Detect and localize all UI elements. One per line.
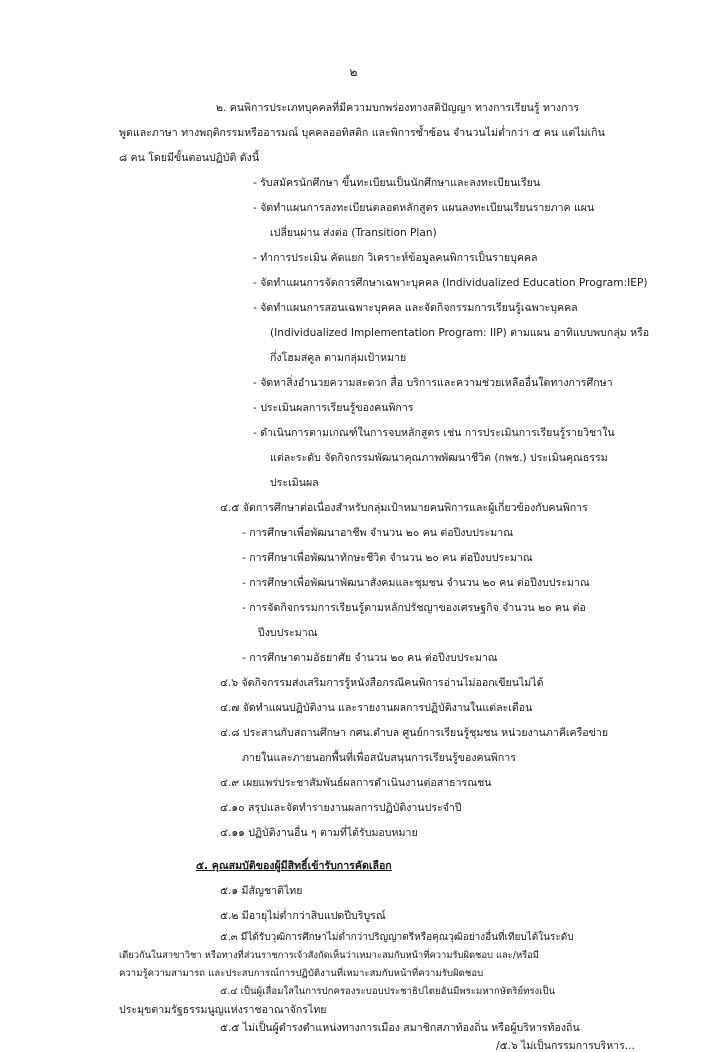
list-item: - ทำการประเมิน คัดแยก วิเคราะห์ข้อมูลคนพิการเป็นรายบุคคล [253,252,538,264]
section-5-3-continuation: ความรู้ความสามารถ และประสบการณ์การปฏิบัติงานที่เหมาะสมกับหน้าที่ความรับผิดชอบ [119,968,484,979]
list-item-continuation: ปีงบประมาณ [258,627,318,639]
list-item: - การศึกษาตามอัธยาศัย จำนวน ๒๐ คน ต่อปีงบประมาณ [242,652,498,664]
list-item: - จัดทำแผนการสอนเฉพาะบุคคล และจัดกิจกรรมการเรียนรู้เฉพาะบุคคล [253,302,578,314]
section-5-heading: ๕. คุณสมบัติของผู้มีสิทธิ์เข้ารับการคัดเลือก [196,860,392,872]
section-2-intro-line-1: ๒. คนพิการประเภทบุคคลที่มีความบกพร่องทางสติปัญญา ทางการเรียนรู้ ทางการ [216,102,580,114]
section-4-5-heading: ๔.๕ จัดการศึกษาต่อเนื่องสำหรับกลุ่มเป้าหมายคนพิการและผู้เกี่ยวข้องกับคนพิการ [220,502,588,514]
section-4-9: ๔.๙ เผยแพร่ประชาสัมพันธ์ผลการดำเนินงานต่อสาธารณชน [220,777,492,789]
list-item: - การศึกษาเพื่อพัฒนาทักษะชีวิต จำนวน ๒๐ คน ต่อปีงบประมาณ [242,552,533,564]
list-item: - การจัดกิจกรรมการเรียนรู้ตามหลักปรัชญาของเศรษฐกิจ จำนวน ๒๐ คน ต่อ [242,602,586,614]
list-item-continuation: (Individualized Implementation Program: IIP) ตามแผน อาทิแบบพบกลุ่ม หรือ [270,327,650,339]
section-5-1: ๕.๑ มีสัญชาติไทย [220,885,303,897]
section-5-4: ๕.๔ เป็นผู้เลื่อมใสในการปกครองระบอบประชาธิปไตยอันมีพระมหากษัตริย์ทรงเป็น [220,986,556,997]
section-2-intro-line-3: ๘ คน โดยมีขั้นตอนปฏิบัติ ดังนี้ [119,152,260,164]
section-5-3: ๕.๓ มีได้รับวุฒิการศึกษาไม่ต่ำกว่าปริญญาตรีหรือคุณวุฒิอย่างอื่นที่เทียบได้ในระดับ [220,932,574,943]
list-item: - จัดหาสิ่งอำนวยความสะดวก สื่อ บริการและความช่วยเหลืออื่นใดทางการศึกษา [253,377,613,389]
list-item-continuation: ประเมินผล [270,477,319,489]
section-5-2: ๕.๒ มีอายุไม่ต่ำกว่าสิบแปดปีบริบูรณ์ [220,910,386,922]
list-item: - การศึกษาเพื่อพัฒนาอาชีพ จำนวน ๒๐ คน ต่อปีงบประมาณ [242,527,514,539]
list-item-continuation: แต่ละระดับ จัดกิจกรรมพัฒนาคุณภาพพัฒนาชีวิต (กพช.) ประเมินคุณธรรม [270,452,608,464]
list-item: - รับสมัครนักศึกษา ขึ้นทะเบียนเป็นนักศึกษาและลงทะเบียนเรียน [253,177,541,189]
section-5-4-continuation: ประมุขตามรัฐธรรมนูญแห่งราชอาณาจักรไทย [119,1004,327,1016]
section-5-5: ๕.๕ ไม่เป็นผู้ดำรงตำแหน่งทางการเมือง สมาชิกสภาท้องถิ่น หรือผู้บริหารท้องถิ่น [220,1022,580,1034]
list-item: - การศึกษาเพื่อพัฒนาพัฒนาสังคมและชุมชน จำนวน ๒๐ คน ต่อปีงบประมาณ [242,577,590,589]
section-4-10: ๔.๑๐ สรุปและจัดทำรายงานผลการปฏิบัติงานประจำปี [220,802,462,814]
list-item: - จัดทำแผนการลงทะเบียนตลอดหลักสูตร แผนลงทะเบียนเรียนรายภาค แผน [253,202,595,214]
section-5-3-continuation: เดียวกันในสาขาวิชา หรือทางที่ส่วนราชการเจ้าสังกัดเห็นว่าเหมาะสมกับหน้าที่ความรับผิดชอบ และ/หรือมี [119,950,539,961]
list-item-continuation: เปลี่ยนผ่าน ส่งต่อ (Transition Plan) [270,227,437,239]
list-item-continuation: กึ่งโฮมสคูล ตามกลุ่มเป้าหมาย [270,352,407,364]
section-2-intro-line-2: พูดและภาษา ทางพฤติกรรมหรืออารมณ์ บุคคลออทิสติก และพิการซ้ำซ้อน จำนวนไม่ต่ำกว่า ๕ คน แต่ไม่เกิน [119,127,605,139]
list-item: - จัดทำแผนการจัดการศึกษาเฉพาะบุคคล (Individualized Education Program:IEP) [253,277,648,289]
page-number: ๒ [349,65,358,79]
section-4-11: ๔.๑๑ ปฏิบัติงานอื่น ๆ ตามที่ได้รับมอบหมาย [220,827,418,839]
section-4-7: ๔.๗ จัดทำแผนปฏิบัติงาน และรายงานผลการปฏิบัติงานในแต่ละเดือน [220,702,533,714]
list-item: - ดำเนินการตามเกณฑ์ในการจบหลักสูตร เช่น การประเมินการเรียนรู้รายวิชาใน [253,427,615,439]
section-4-6: ๔.๖ จัดกิจกรรมส่งเสริมการรู้หนังสือกรณีคนพิการอ่านไม่ออกเขียนไม่ได้ [220,677,544,689]
section-4-8: ๔.๘ ประสานกับสถานศึกษา กศน.ตำบล ศูนย์การเรียนรู้ชุมชน หน่วยงานภาคีเครือข่าย [220,727,609,739]
continuation-footer: /๕.๖ ไม่เป็นกรรมการบริหาร... [496,1040,635,1052]
list-item: - ประเมินผลการเรียนรู้ของคนพิการ [253,402,414,414]
section-4-8-continuation: ภายในและภายนอกพื้นที่เพื่อสนับสนุนการเรียนรู้ของคนพิการ [242,752,516,764]
